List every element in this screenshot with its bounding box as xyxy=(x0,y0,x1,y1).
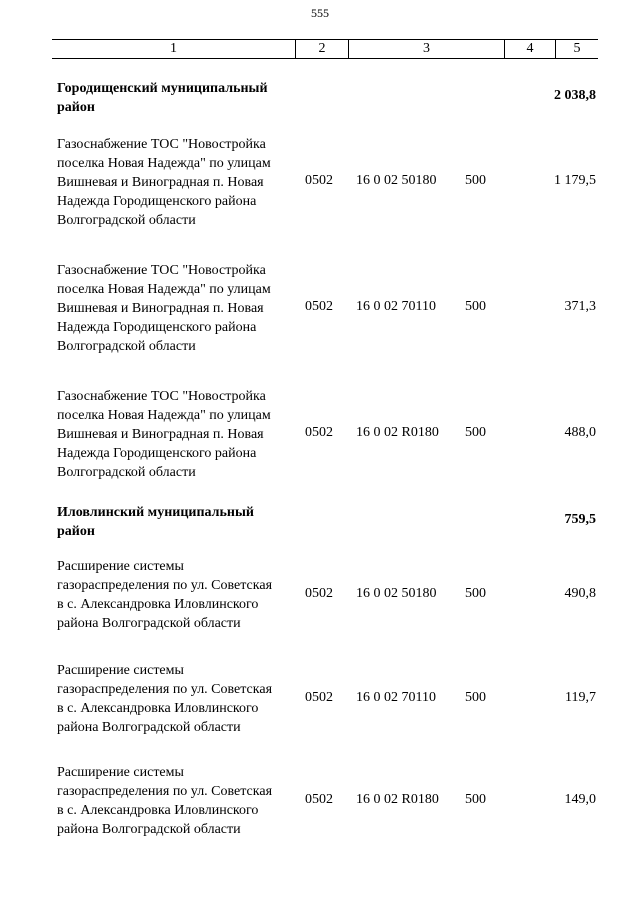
row-amount: 490,8 xyxy=(564,586,596,601)
row-type: 500 xyxy=(465,425,486,440)
row-amount: 488,0 xyxy=(564,425,596,440)
header-col-4: 4 xyxy=(504,40,555,58)
row-amount: 1 179,5 xyxy=(554,173,596,188)
row-description: Расширение системы газораспределения по ул. Советская в с. Александровка Иловлинского района Волгоградской области xyxy=(57,663,273,735)
row-section: 0502 xyxy=(305,173,333,188)
header-col-5: 5 xyxy=(555,40,598,58)
row-description: Газоснабжение ТОС "Новостройка поселка Новая Надежда" по улицам Вишневая и Виноградная п. Новая Надежда Городищенского района Волгоградской области xyxy=(57,137,271,228)
row-amount: 371,3 xyxy=(564,299,596,314)
row-amount: 119,7 xyxy=(565,690,596,705)
row-amount: 149,0 xyxy=(564,792,596,807)
row-type: 500 xyxy=(465,299,486,314)
row-description: Городищенский муниципальный район xyxy=(57,81,268,115)
row-code: 16 0 02 70110 xyxy=(356,690,436,705)
row-type: 500 xyxy=(465,792,486,807)
row-section: 0502 xyxy=(305,690,333,705)
row-section: 0502 xyxy=(305,299,333,314)
row-amount: 759,5 xyxy=(564,512,596,527)
header-col-2: 2 xyxy=(295,40,348,58)
row-amount: 2 038,8 xyxy=(554,88,596,103)
row-type: 500 xyxy=(465,690,486,705)
page-number: 555 xyxy=(311,6,329,20)
row-section: 0502 xyxy=(305,586,333,601)
row-code: 16 0 02 70110 xyxy=(356,299,436,314)
row-description: Газоснабжение ТОС "Новостройка поселка Новая Надежда" по улицам Вишневая и Виноградная п. Новая Надежда Городищенского района Волгоградской области xyxy=(57,389,271,480)
row-code: 16 0 02 50180 xyxy=(356,173,437,188)
row-description: Расширение системы газораспределения по ул. Советская в с. Александровка Иловлинского района Волгоградской области xyxy=(57,559,273,631)
row-code: 16 0 02 R0180 xyxy=(356,792,439,807)
row-code: 16 0 02 50180 xyxy=(356,586,437,601)
row-type: 500 xyxy=(465,173,486,188)
header-col-1: 1 xyxy=(170,41,177,56)
row-type: 500 xyxy=(465,586,486,601)
row-section: 0502 xyxy=(305,425,333,440)
row-description: Газоснабжение ТОС "Новостройка поселка Новая Надежда" по улицам Вишневая и Виноградная п. Новая Надежда Городищенского района Волгоградской области xyxy=(57,263,271,354)
row-description: Иловлинский муниципальный район xyxy=(57,505,254,539)
row-section: 0502 xyxy=(305,792,333,807)
header-col-3: 3 xyxy=(348,40,504,58)
row-code: 16 0 02 R0180 xyxy=(356,425,439,440)
table-header xyxy=(52,39,598,59)
row-description: Расширение системы газораспределения по ул. Советская в с. Александровка Иловлинского района Волгоградской области xyxy=(57,765,273,837)
